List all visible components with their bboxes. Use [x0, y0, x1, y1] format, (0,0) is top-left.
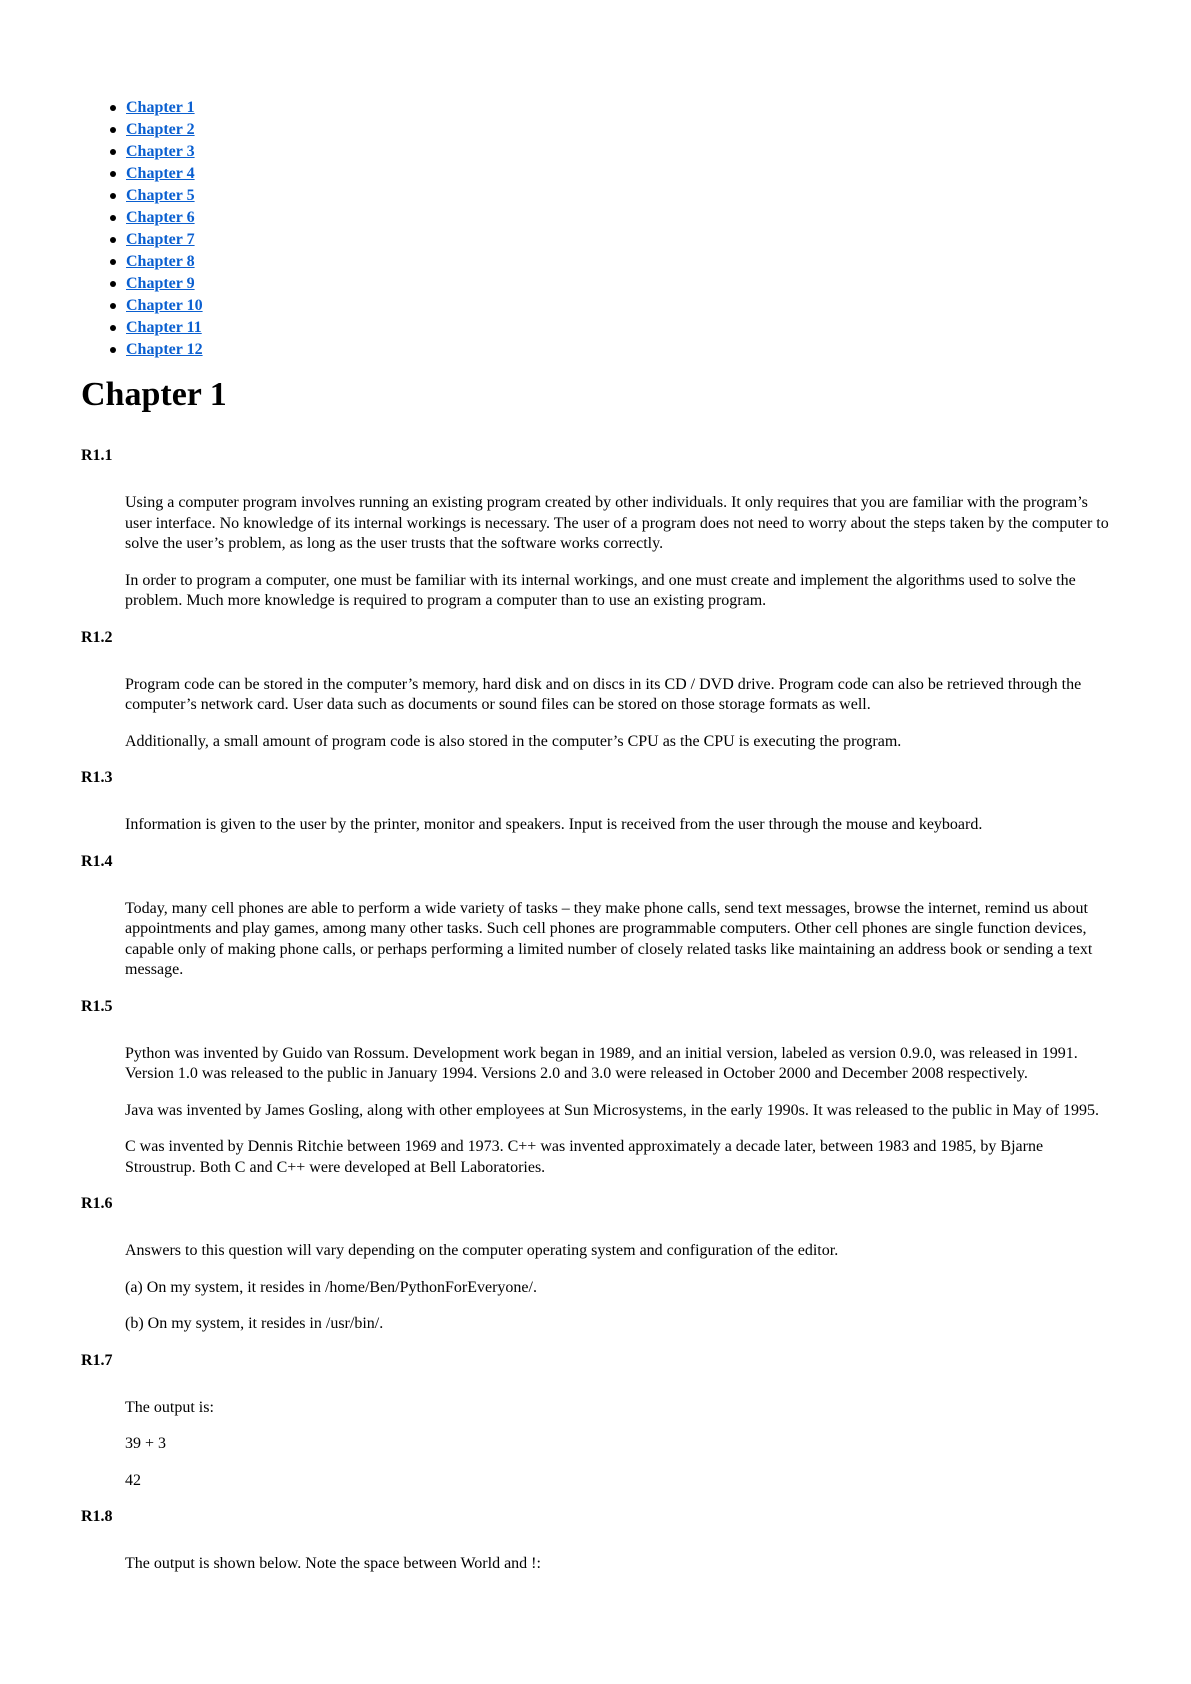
answer-paragraph: Program code can be stored in the computer’s memory, hard disk and on discs in its CD / DVD drive. Program code can also be retrieved through the computer’s network card. User data such as documents or sound files can be stored on those storage formats as well. — [125, 675, 1082, 713]
answer-r1-7 — [125, 1398, 1116, 1492]
answer-paragraph: Today, many cell phones are able to perform a wide variety of tasks – they make phone calls, send text messages, browse the internet, remind us about appointments and play games, among many other tasks. Such cell phones are programmable computers. Other cell phones are single function devices, capable only of making phone calls, or perhaps performing a limited number of closely related tasks like maintaining an address book or sending a text message. — [125, 899, 1093, 978]
toc-item — [108, 273, 203, 295]
toc-link-chapter-8[interactable]: Chapter 8 — [126, 253, 195, 270]
answer-paragraph: The output is: — [125, 1398, 214, 1416]
toc-link-chapter-6[interactable]: Chapter 6 — [126, 209, 195, 226]
answer-r1-5 — [125, 1044, 1116, 1179]
toc-link-chapter-4[interactable]: Chapter 4 — [126, 165, 195, 182]
toc-link-chapter-3[interactable]: Chapter 3 — [126, 143, 195, 160]
toc-item — [108, 251, 203, 273]
toc-item — [108, 119, 203, 141]
question-label-r1-1: R1.1 — [81, 447, 113, 464]
toc-item — [108, 207, 203, 229]
toc-link-chapter-11[interactable]: Chapter 11 — [126, 319, 202, 336]
question-label-r1-6: R1.6 — [81, 1195, 113, 1212]
toc-link-chapter-12[interactable]: Chapter 12 — [126, 341, 203, 358]
toc-item — [108, 317, 203, 339]
answer-paragraph: C was invented by Dennis Ritchie between 1969 and 1973. C++ was invented approximately a decade later, between 1983 and 1985, by Bjarne Stroustrup. Both C and C++ were developed at Bell Laboratories. — [125, 1138, 1044, 1176]
answer-paragraph: (a) On my system, it resides in /home/Ben/PythonForEveryone/. — [125, 1278, 537, 1296]
toc-item — [108, 339, 203, 361]
toc-item — [108, 163, 203, 185]
answer-paragraph: Information is given to the user by the printer, monitor and speakers. Input is received from the user through the mouse and keyboard. — [125, 816, 983, 833]
question-label-r1-4: R1.4 — [81, 852, 113, 870]
answer-paragraph: (b) On my system, it resides in /usr/bin/. — [125, 1315, 384, 1332]
question-label-r1-7: R1.7 — [81, 1351, 113, 1369]
answer-paragraph: 39 + 3 — [125, 1435, 167, 1452]
toc-link-chapter-9[interactable]: Chapter 9 — [126, 275, 195, 292]
chapter-title: Chapter 1 — [81, 376, 227, 413]
toc-item — [108, 295, 203, 317]
toc-link-chapter-7[interactable]: Chapter 7 — [126, 231, 195, 248]
toc-item — [108, 185, 203, 207]
toc-item — [108, 97, 203, 119]
answer-r1-6 — [125, 1241, 1116, 1335]
toc-link-chapter-2[interactable]: Chapter 2 — [126, 121, 195, 138]
question-label-r1-5: R1.5 — [81, 997, 113, 1015]
toc-link-chapter-1[interactable]: Chapter 1 — [126, 99, 195, 116]
answer-paragraph: 42 — [125, 1471, 141, 1489]
answer-paragraph: The output is shown below. Note the space between World and !: — [125, 1555, 541, 1572]
toc-link-chapter-5[interactable]: Chapter 5 — [126, 187, 195, 204]
answer-r1-4 — [125, 899, 1116, 981]
question-label-r1-8: R1.8 — [81, 1508, 113, 1525]
answer-r1-8 — [125, 1554, 1116, 1575]
table-of-contents — [108, 97, 203, 361]
toc-item — [108, 229, 203, 251]
answer-paragraph: Additionally, a small amount of program code is also stored in the computer’s CPU as the CPU is executing the program. — [125, 732, 902, 750]
question-label-r1-3: R1.3 — [81, 769, 113, 786]
answer-r1-1 — [125, 493, 1116, 612]
toc-link-chapter-10[interactable]: Chapter 10 — [126, 297, 203, 314]
answer-paragraph: Python was invented by Guido van Rossum. Development work began in 1989, and an initial version, labeled as version 0.9.0, was released in 1991. Version 1.0 was released to the public in January 1994. Versions 2.0 and 3.0 were released in October 2000 and December 2008 respectively. — [125, 1044, 1078, 1082]
toc-item — [108, 141, 203, 163]
answer-paragraph: Answers to this question will vary depending on the computer operating system and configuration of the editor. — [125, 1242, 839, 1259]
answer-r1-2 — [125, 675, 1116, 753]
chapter-content — [81, 446, 1116, 1591]
answer-paragraph: Java was invented by James Gosling, along with other employees at Sun Microsystems, in the early 1990s. It was released to the public in May of 1995. — [125, 1101, 1100, 1119]
answer-paragraph: Using a computer program involves running an existing program created by other individuals. It only requires that you are familiar with the program’s user interface. No knowledge of its internal workings is necessary. The user of a program does not need to worry about the steps taken by the computer to solve the user’s problem, as long as the user trusts that the software works correctly. — [125, 494, 1109, 552]
answer-r1-3 — [125, 815, 1116, 836]
answer-paragraph: In order to program a computer, one must be familiar with its internal workings, and one must create and implement the algorithms used to solve the problem. Much more knowledge is required to program a computer than to use an existing program. — [125, 571, 1076, 609]
question-label-r1-2: R1.2 — [81, 628, 113, 646]
